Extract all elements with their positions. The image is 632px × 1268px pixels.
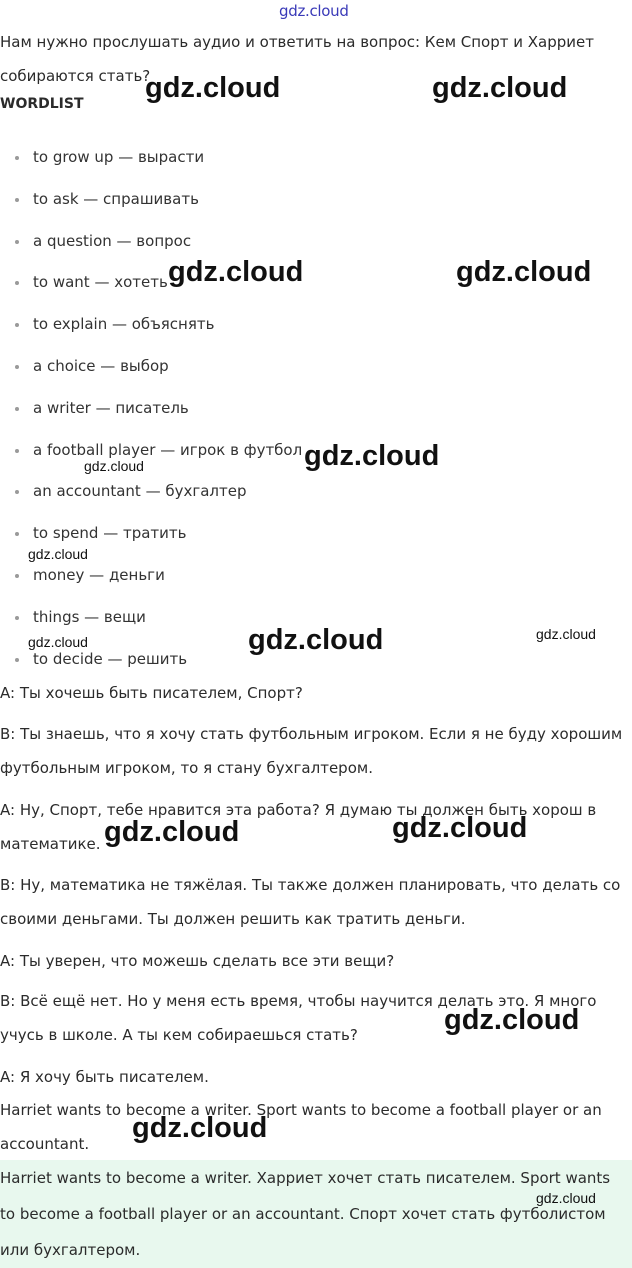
list-item: a writer — писатель <box>0 388 302 430</box>
watermark: gdz.cloud <box>432 72 568 104</box>
watermark: gdz.cloud <box>456 256 592 288</box>
watermark: gdz.cloud <box>104 816 240 848</box>
dialogue-line: A: Ты хочешь быть писателем, Спорт? <box>0 684 303 702</box>
bullet-icon <box>15 407 19 411</box>
dialogue-line: B: Ну, математика не тяжёлая. Ты также должен планировать, что делать со своими деньгами. Ты должен решить как тратить деньги. <box>0 876 621 928</box>
list-item: an accountant — бухгалтер <box>0 471 302 513</box>
dialogue-line: A: Ну, Спорт, тебе нравится эта работа? Я думаю ты должен быть хорош в математике. <box>0 801 597 853</box>
bullet-icon <box>15 323 19 327</box>
watermark: gdz.cloud <box>145 72 281 104</box>
watermark: gdz.cloud <box>248 624 384 656</box>
watermark: gdz.cloud <box>28 546 88 562</box>
dialogue-line: A: Я хочу быть писателем. <box>0 1068 209 1086</box>
summary-text: Harriet wants to become a writer. Sport wants to become a football player or an accountant. <box>0 1101 602 1153</box>
dialogue-line: B: Ты знаешь, что я хочу стать футбольным игроком. Если я не буду хорошим футбольным игроком, то я стану бухгалтером. <box>0 725 623 777</box>
list-item: a football player — игрок в футбол <box>0 430 302 472</box>
bullet-icon <box>15 616 19 620</box>
watermark: gdz.cloud <box>132 1112 268 1144</box>
list-item: things — вещи <box>0 597 302 639</box>
bullet-icon <box>15 490 19 494</box>
bullet-icon <box>15 532 19 536</box>
bullet-icon <box>15 449 19 453</box>
watermark: gdz.cloud <box>168 256 304 288</box>
dialogue-line: B: Всё ещё нет. Но у меня есть время, чтобы научится делать это. Я много учусь в школе. А ты кем собираешься стать? <box>0 992 597 1044</box>
watermark: gdz.cloud <box>444 1004 580 1036</box>
watermark: gdz.cloud <box>536 1190 596 1206</box>
bullet-icon <box>15 365 19 369</box>
bullet-icon <box>15 281 19 285</box>
bullet-icon <box>15 156 19 160</box>
bullet-icon <box>15 574 19 578</box>
list-item: to grow up — вырасти <box>0 137 302 179</box>
wordlist-heading: WORDLIST <box>0 96 84 112</box>
wordlist <box>0 137 302 680</box>
watermark: gdz.cloud <box>536 626 596 642</box>
intro-text: Нам нужно прослушать аудио и ответить на вопрос: Кем Спорт и Харриет собираются стать? <box>0 33 595 85</box>
list-item: money — деньги <box>0 555 302 597</box>
list-item: a choice — выбор <box>0 346 302 388</box>
answer-box <box>0 1160 632 1268</box>
bullet-icon <box>15 198 19 202</box>
watermark: gdz.cloud <box>84 458 144 474</box>
watermark: gdz.cloud <box>28 634 88 650</box>
watermark: gdz.cloud <box>304 440 440 472</box>
dialogue-line: A: Ты уверен, что можешь сделать все эти вещи? <box>0 952 395 970</box>
watermark: gdz.cloud <box>392 812 528 844</box>
list-item: to ask — спрашивать <box>0 179 302 221</box>
list-item: to want — хотеть <box>0 262 302 304</box>
list-item: to spend — тратить <box>0 513 302 555</box>
list-item: a question — вопрос <box>0 221 302 263</box>
bullet-icon <box>15 658 19 662</box>
list-item: to explain — объяснять <box>0 304 302 346</box>
bullet-icon <box>15 240 19 244</box>
list-item: to decide — решить <box>0 639 302 681</box>
site-logo[interactable]: gdz.cloud <box>279 2 349 20</box>
answer-text: Harriet wants to become a writer. Харриет хочет стать писателем. Sport wants to become a football player or an accountant. Спорт хочет стать футболистом или бухгалтером. <box>0 1169 611 1259</box>
